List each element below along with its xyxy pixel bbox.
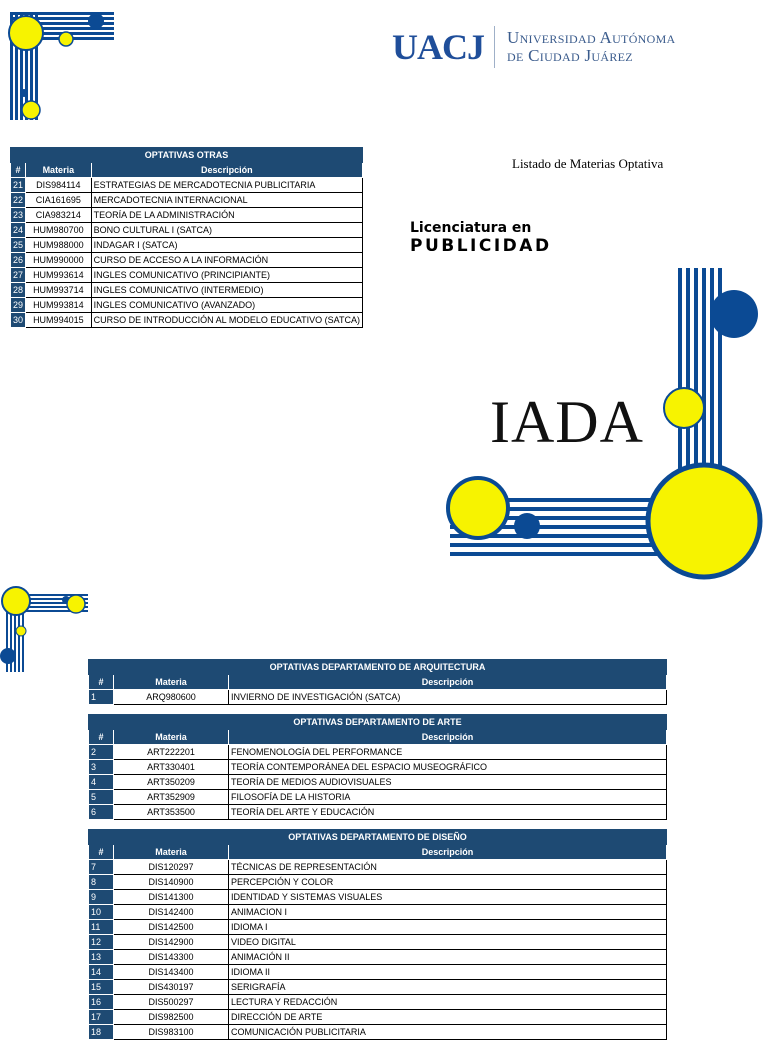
university-logo xyxy=(392,26,676,68)
row-number: 24 xyxy=(11,223,26,238)
subject-code: HUM993814 xyxy=(26,298,92,313)
table-row xyxy=(11,253,363,268)
subject-code: DIS142500 xyxy=(114,920,229,935)
row-number: 6 xyxy=(89,805,114,820)
table-row xyxy=(11,178,363,193)
subject-description: TEORÍA DEL ARTE Y EDUCACIÓN xyxy=(229,805,667,820)
row-number: 10 xyxy=(89,905,114,920)
subject-description: INDAGAR I (SATCA) xyxy=(91,238,362,253)
table-row xyxy=(89,775,667,790)
table-row xyxy=(89,875,667,890)
row-number: 15 xyxy=(89,980,114,995)
table-row xyxy=(11,193,363,208)
subject-code: CIA161695 xyxy=(26,193,92,208)
table-row xyxy=(89,690,667,705)
col-header-materia: Materia xyxy=(26,163,92,178)
subject-description: INGLES COMUNICATIVO (INTERMEDIO) xyxy=(91,283,362,298)
table-row xyxy=(89,1025,667,1040)
table-body xyxy=(11,178,363,328)
subject-code: ART353500 xyxy=(114,805,229,820)
col-header-descripcion: Descripción xyxy=(229,845,667,860)
iada-logo: IADA xyxy=(490,389,644,455)
subject-description: TÉCNICAS DE REPRESENTACIÓN xyxy=(229,860,667,875)
subject-description: CURSO DE INTRODUCCIÓN AL MODELO EDUCATIVO (SATCA) xyxy=(91,313,362,328)
row-number: 21 xyxy=(11,178,26,193)
subject-code: DIS120297 xyxy=(114,860,229,875)
subject-code: HUM980700 xyxy=(26,223,92,238)
subject-code: CIA983214 xyxy=(26,208,92,223)
subject-description: ANIMACION I xyxy=(229,905,667,920)
subject-code: ART352909 xyxy=(114,790,229,805)
row-number: 27 xyxy=(11,268,26,283)
table-row xyxy=(89,950,667,965)
subject-description: TEORÍA DE LA ADMINISTRACIÓN xyxy=(91,208,362,223)
table-row xyxy=(11,268,363,283)
table-row xyxy=(11,223,363,238)
subject-description: INGLES COMUNICATIVO (PRINCIPIANTE) xyxy=(91,268,362,283)
subject-description: TEORÍA DE MEDIOS AUDIOVISUALES xyxy=(229,775,667,790)
table-title: OPTATIVAS DEPARTAMENTO DE ARTE xyxy=(89,715,667,730)
subject-description: LECTURA Y REDACCIÓN xyxy=(229,995,667,1010)
row-number: 5 xyxy=(89,790,114,805)
col-header-descripcion: Descripción xyxy=(229,675,667,690)
col-header-descripcion: Descripción xyxy=(91,163,362,178)
row-number: 8 xyxy=(89,875,114,890)
table-body xyxy=(89,860,667,1040)
table-row xyxy=(89,905,667,920)
subject-description: ANIMACIÓN II xyxy=(229,950,667,965)
subject-code: ART222201 xyxy=(114,745,229,760)
table-optativas-diseno xyxy=(88,829,667,1040)
subject-code: DIS430197 xyxy=(114,980,229,995)
university-name xyxy=(507,29,676,65)
corner-decoration-bottom xyxy=(0,584,92,674)
row-number: 14 xyxy=(89,965,114,980)
table-optativas-arte xyxy=(88,714,667,820)
subject-code: DIS143400 xyxy=(114,965,229,980)
table-row xyxy=(89,860,667,875)
uacj-logo-mark: UACJ xyxy=(392,27,484,67)
subject-code: ARQ980600 xyxy=(114,690,229,705)
table-row xyxy=(11,238,363,253)
subject-description: PERCEPCIÓN Y COLOR xyxy=(229,875,667,890)
row-number: 13 xyxy=(89,950,114,965)
subject-description: IDIOMA I xyxy=(229,920,667,935)
subject-description: TEORÍA CONTEMPORÁNEA DEL ESPACIO MUSEOGRÁFICO xyxy=(229,760,667,775)
program-line1: Licenciatura en xyxy=(410,220,532,236)
subject-description: ESTRATEGIAS DE MERCADOTECNIA PUBLICITARIA xyxy=(91,178,362,193)
subject-code: HUM993714 xyxy=(26,283,92,298)
table-title: OPTATIVAS DEPARTAMENTO DE DISEÑO xyxy=(89,830,667,845)
table-row xyxy=(11,283,363,298)
subject-description: CURSO DE ACCESO A LA INFORMACIÓN xyxy=(91,253,362,268)
row-number: 4 xyxy=(89,775,114,790)
subject-description: FENOMENOLOGÍA DEL PERFORMANCE xyxy=(229,745,667,760)
subject-description: IDENTIDAD Y SISTEMAS VISUALES xyxy=(229,890,667,905)
col-header-materia: Materia xyxy=(114,730,229,745)
subject-code: HUM988000 xyxy=(26,238,92,253)
col-header-materia: Materia xyxy=(114,845,229,860)
subject-code: HUM993614 xyxy=(26,268,92,283)
table-row xyxy=(89,980,667,995)
col-header-num: # xyxy=(89,675,114,690)
col-header-materia: Materia xyxy=(114,675,229,690)
subject-code: HUM990000 xyxy=(26,253,92,268)
subject-code: ART330401 xyxy=(114,760,229,775)
col-header-num: # xyxy=(89,845,114,860)
row-number: 30 xyxy=(11,313,26,328)
university-name-line1: Universidad Autónoma xyxy=(507,28,676,47)
row-number: 12 xyxy=(89,935,114,950)
table-title: OPTATIVAS DEPARTAMENTO DE ARQUITECTURA xyxy=(89,660,667,675)
table-body xyxy=(89,745,667,820)
row-number: 18 xyxy=(89,1025,114,1040)
corner-decoration-top xyxy=(0,0,120,125)
row-number: 16 xyxy=(89,995,114,1010)
subject-description: FILOSOFÍA DE LA HISTORIA xyxy=(229,790,667,805)
table-row xyxy=(89,965,667,980)
table-row xyxy=(89,890,667,905)
subject-description: BONO CULTURAL I (SATCA) xyxy=(91,223,362,238)
table-row xyxy=(89,935,667,950)
subject-description: COMUNICACIÓN PUBLICITARIA xyxy=(229,1025,667,1040)
row-number: 11 xyxy=(89,920,114,935)
table-optativas-arquitectura xyxy=(88,659,667,705)
row-number: 23 xyxy=(11,208,26,223)
subject-code: DIS983100 xyxy=(114,1025,229,1040)
row-number: 22 xyxy=(11,193,26,208)
subject-code: DIS140900 xyxy=(114,875,229,890)
table-row xyxy=(89,920,667,935)
row-number: 17 xyxy=(89,1010,114,1025)
subject-code: DIS500297 xyxy=(114,995,229,1010)
subject-code: DIS982500 xyxy=(114,1010,229,1025)
col-header-descripcion: Descripción xyxy=(229,730,667,745)
subject-code: DIS984114 xyxy=(26,178,92,193)
table-row xyxy=(89,805,667,820)
table-row xyxy=(89,1010,667,1025)
row-number: 2 xyxy=(89,745,114,760)
table-row xyxy=(11,313,363,328)
table-row xyxy=(11,298,363,313)
row-number: 26 xyxy=(11,253,26,268)
row-number: 1 xyxy=(89,690,114,705)
col-header-num: # xyxy=(89,730,114,745)
subject-description: SERIGRAFÍA xyxy=(229,980,667,995)
table-body xyxy=(89,690,667,705)
subject-description: VIDEO DIGITAL xyxy=(229,935,667,950)
subject-code: HUM994015 xyxy=(26,313,92,328)
table-row xyxy=(89,995,667,1010)
university-name-line2: de Ciudad Juárez xyxy=(507,46,633,65)
table-row xyxy=(89,745,667,760)
table-row xyxy=(89,760,667,775)
subject-code: DIS141300 xyxy=(114,890,229,905)
list-title: Listado de Materias Optativa xyxy=(512,156,664,171)
subject-code: DIS142900 xyxy=(114,935,229,950)
row-number: 28 xyxy=(11,283,26,298)
table-optativas-otras xyxy=(10,147,363,328)
subject-description: MERCADOTECNIA INTERNACIONAL xyxy=(91,193,362,208)
row-number: 3 xyxy=(89,760,114,775)
subject-code: DIS143300 xyxy=(114,950,229,965)
table-row xyxy=(89,790,667,805)
subject-description: INVIERNO DE INVESTIGACIÓN (SATCA) xyxy=(229,690,667,705)
row-number: 7 xyxy=(89,860,114,875)
subject-code: DIS142400 xyxy=(114,905,229,920)
table-title: OPTATIVAS OTRAS xyxy=(11,148,363,163)
subject-description: DIRECCIÓN DE ARTE xyxy=(229,1010,667,1025)
program-name: PUBLICIDAD xyxy=(410,236,552,256)
row-number: 9 xyxy=(89,890,114,905)
row-number: 29 xyxy=(11,298,26,313)
subject-description: INGLES COMUNICATIVO (AVANZADO) xyxy=(91,298,362,313)
row-number: 25 xyxy=(11,238,26,253)
subject-code: ART350209 xyxy=(114,775,229,790)
col-header-num: # xyxy=(11,163,26,178)
table-row xyxy=(11,208,363,223)
subject-description: IDIOMA II xyxy=(229,965,667,980)
logo-divider xyxy=(494,26,495,68)
